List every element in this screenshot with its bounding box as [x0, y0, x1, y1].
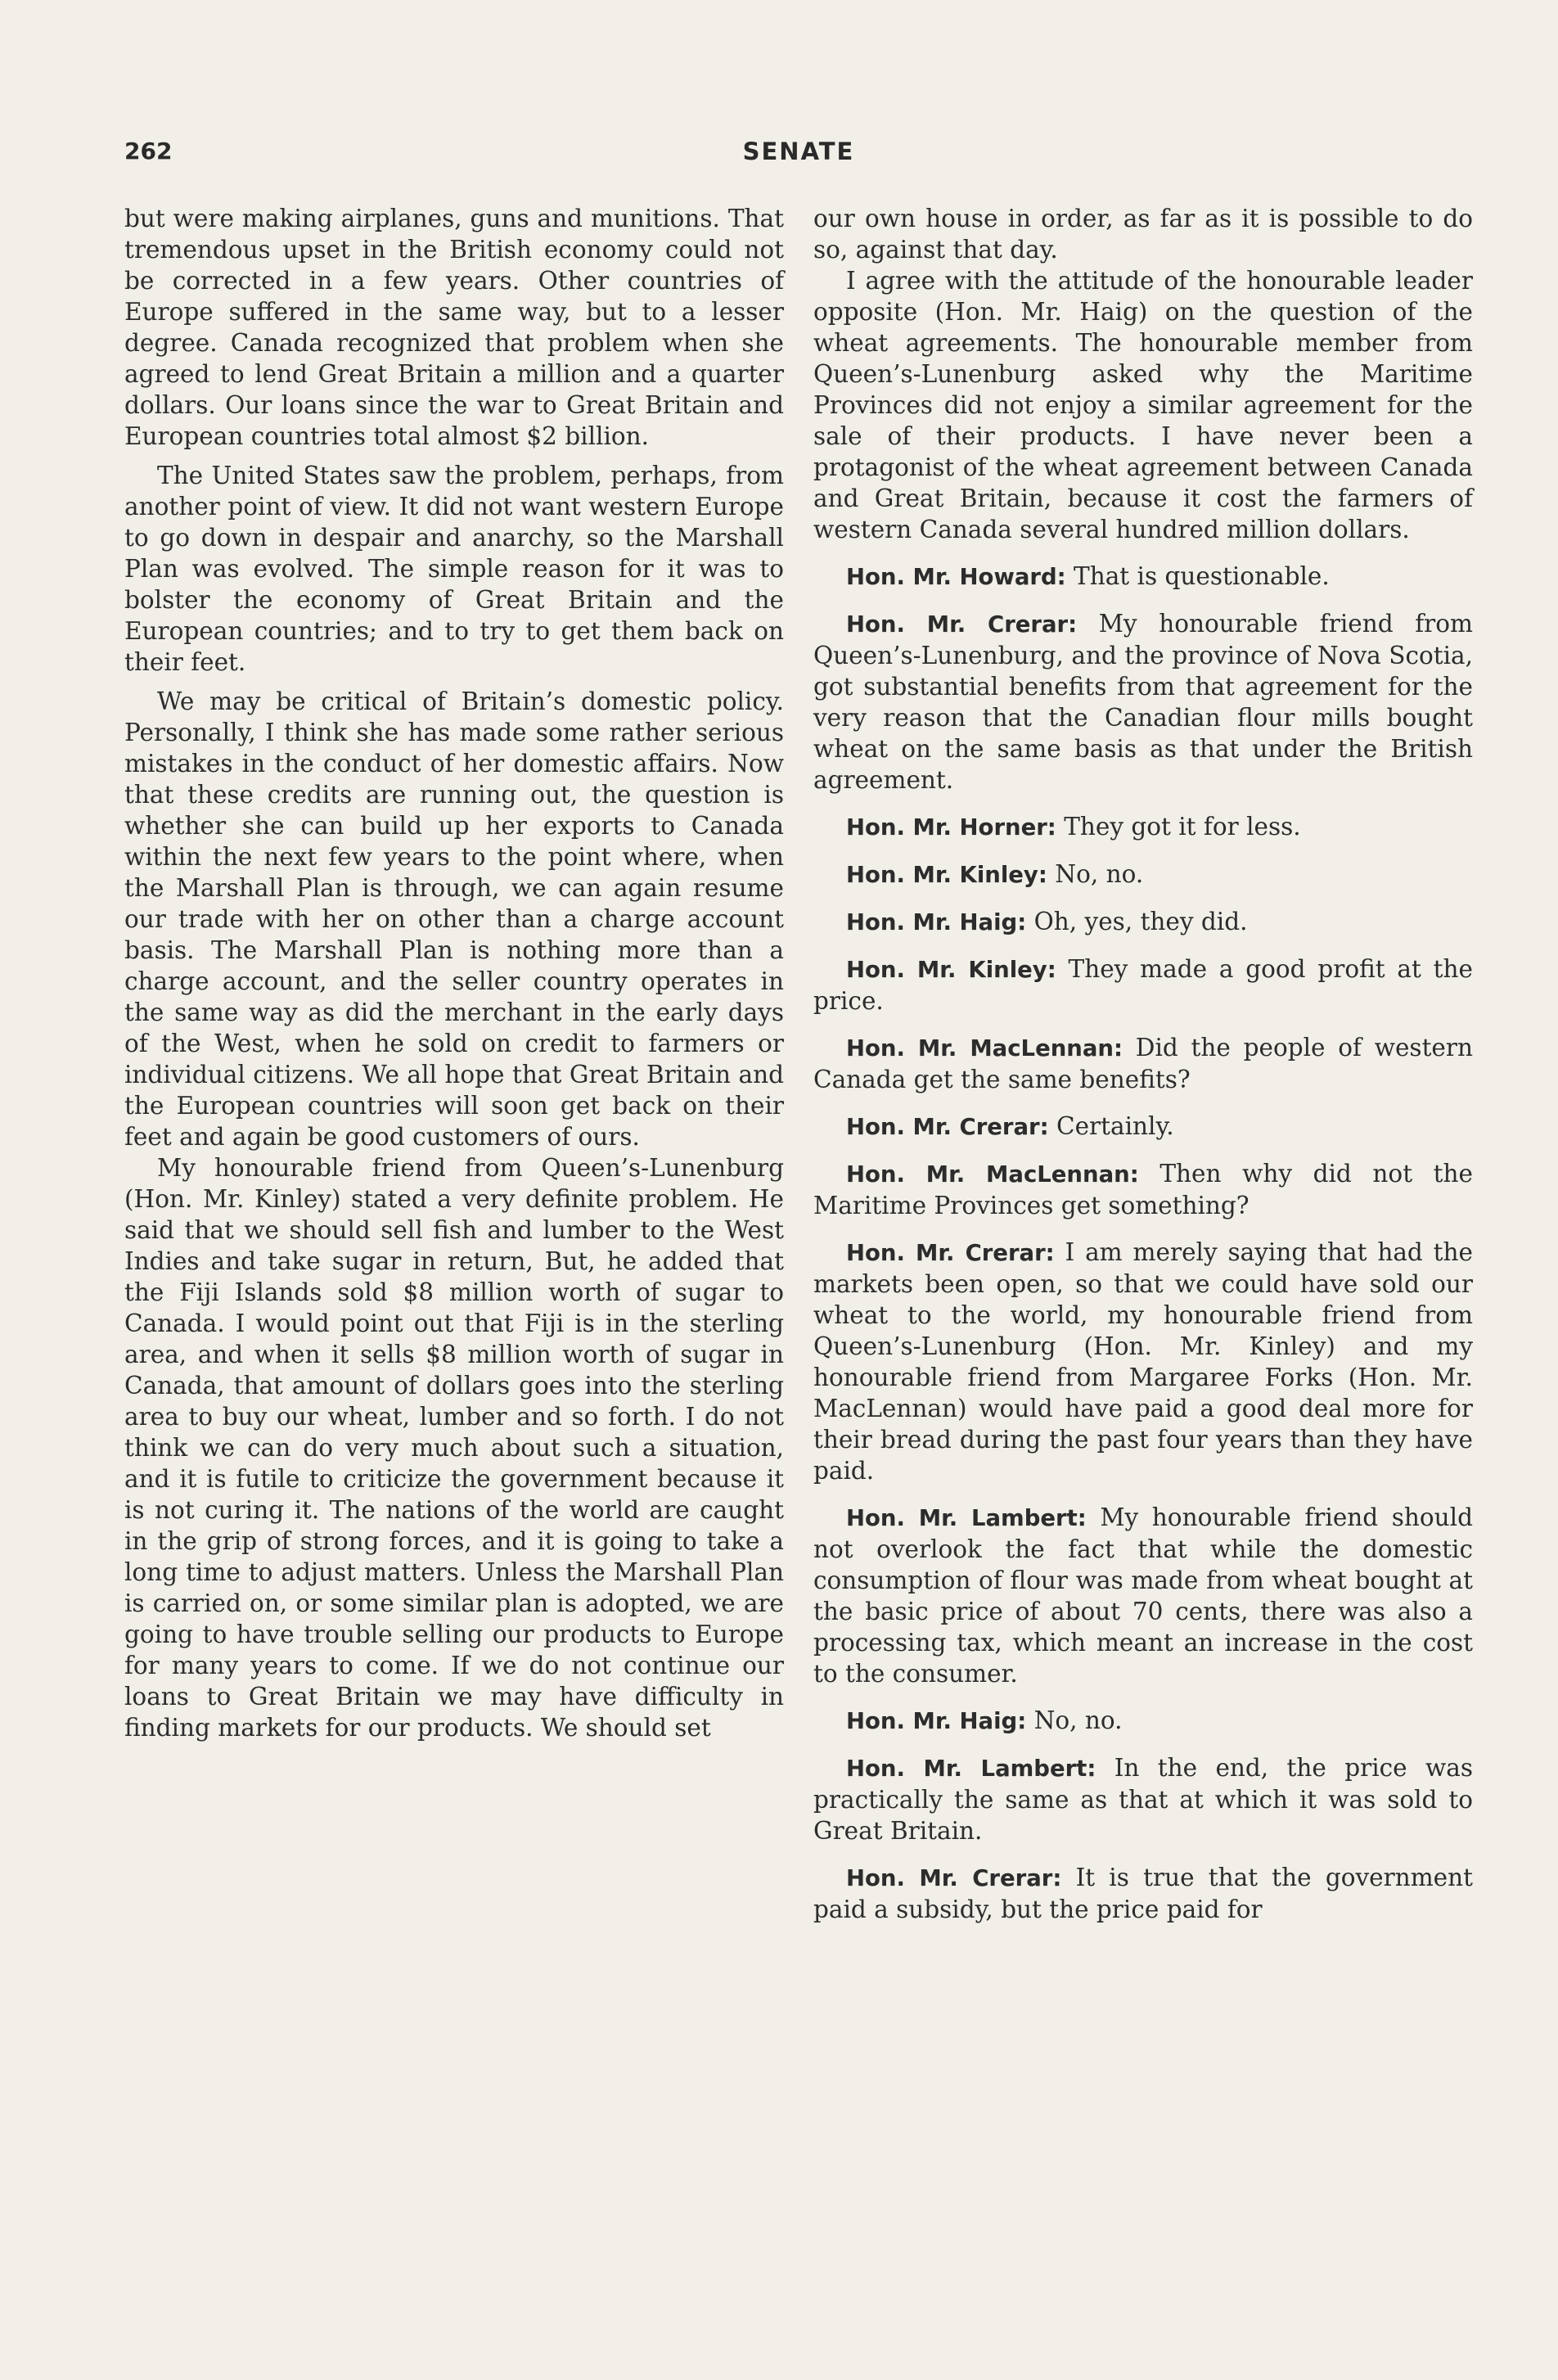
speech-kinley: [813, 859, 1473, 890]
speech-horner: [813, 811, 1473, 843]
speaker-name: Hon. Mr. Crerar:: [846, 1114, 1049, 1140]
speech-text: They got it for less.: [1064, 813, 1301, 841]
paragraph: We may be critical of Britain’s domestic policy. Personally, I think she has made some rather serious mistakes in the conduct of her domestic affairs. Now that these credits are running out, the question is whether she can build up her exports to Canada within the next few years to the point where, when the Marshall Plan is through, we can again resume our trade with her on other than a charge account basis. The Marshall Plan is nothing more than a charge account, and the seller country operates in the same way as did the merchant in the early days of the West, when he sold on credit to farmers or individual citizens. We all hope that Great Britain and the European countries will soon get back on their feet and again be good customers of ours.: [124, 687, 784, 1151]
speaker-name: Hon. Mr. Lambert:: [846, 1756, 1096, 1782]
right-column: [813, 203, 1473, 1941]
page-header: [124, 137, 1473, 174]
speech-maclennan: [813, 1032, 1473, 1095]
speech-text: Oh, yes, they did.: [1033, 908, 1248, 935]
speech-crerar: [813, 1862, 1473, 1925]
speech-text: They made a good profit at the price.: [813, 955, 1473, 1015]
speech-text: My honourable friend should not overlook the fact that while the domestic consumption of flour was made from wheat bought at the basic price of about 70 cents, there was also a processing tax, which meant an increase in the cost to the consumer.: [813, 1503, 1473, 1688]
speaker-name: Hon. Mr. Horner:: [846, 814, 1056, 841]
speech-text: Then why did not the Maritime Provinces get something?: [813, 1160, 1473, 1219]
speech-text: Certainly.: [1056, 1112, 1174, 1140]
speech-text: I am merely saying that had the markets been open, so that we could have sold our wheat to the world, my honourable friend from Queen’s-Lunenburg (Hon. Mr. Kinley) and my honourable friend from Margaree Forks (Hon. Mr. MacLennan) would have paid a good deal more for their bread during the past four years than they have paid.: [813, 1238, 1473, 1485]
running-head-title: SENATE: [742, 137, 855, 165]
paragraph: but were making airplanes, guns and munitions. That tremendous upset in the British economy could not be corrected in a few years. Other countries of Europe suffered in the same way, but to a lesser degree. Canada recognized that problem when she agreed to lend Great Britain a million and a quarter dollars. Our loans since the war to Great Britain and European countries total almost $2 billion.: [124, 205, 784, 450]
speech-text: Did the people of western Canada get the same benefits?: [813, 1034, 1473, 1093]
left-column: [124, 203, 784, 1743]
paragraph: I agree with the attitude of the honourable leader opposite (Hon. Mr. Haig) on the question of the wheat agreements. The honourable member from Queen’s-Lunenburg asked why the Maritime Provinces did not enjoy a similar agreement for the sale of their products. I have never been a protagonist of the wheat agreement between Canada and Great Britain, because it cost the farmers of western Canada several hundred million dollars.: [813, 267, 1473, 543]
speech-crerar: [813, 1111, 1473, 1143]
speech-haig: [813, 1705, 1473, 1737]
speech-text: That is questionable.: [1074, 562, 1330, 590]
speaker-name: Hon. Mr. Haig:: [846, 1708, 1027, 1734]
speaker-name: Hon. Mr. Haig:: [846, 909, 1027, 935]
speaker-name: Hon. Mr. Howard:: [846, 564, 1066, 590]
speaker-name: Hon. Mr. MacLennan:: [846, 1035, 1123, 1062]
speaker-name: Hon. Mr. Crerar:: [846, 1865, 1062, 1891]
speech-text: It is true that the government paid a subsidy, but the price paid for: [813, 1864, 1473, 1923]
speech-crerar: [813, 1237, 1473, 1486]
speech-maclennan: [813, 1158, 1473, 1221]
speaker-name: Hon. Mr. MacLennan:: [846, 1161, 1139, 1188]
page-number: 262: [124, 137, 173, 165]
speaker-name: Hon. Mr. Kinley:: [846, 862, 1047, 888]
speech-text: In the end, the price was practically the same as that at which it was sold to Great Britain.: [813, 1754, 1473, 1845]
speech-text: No, no.: [1033, 1706, 1123, 1734]
paragraph: My honourable friend from Queen’s-Lunenburg (Hon. Mr. Kinley) stated a very definite problem. He said that we should sell fish and lumber to the West Indies and take sugar in return, But, he added that the Fiji Islands sold $8 million worth of sugar to Canada. I would point out that Fiji is in the sterling area, and when it sells $8 million worth of sugar in Canada, that amount of dollars goes into the sterling area to buy our wheat, lumber and so forth. I do not think we can do very much about such a situation, and it is futile to criticize the government because it is not curing it. The nations of the world are caught in the grip of strong forces, and it is going to take a long time to adjust matters. Unless the Marshall Plan is carried on, or some similar plan is adopted, we are going to have trouble selling our products to Europe for many years to come. If we do not continue our loans to Great Britain we may have difficulty in finding markets for our products. We should set: [124, 1154, 784, 1742]
speaker-name: Hon. Mr. Crerar:: [846, 611, 1078, 638]
speaker-name: Hon. Mr. Kinley:: [846, 957, 1056, 983]
speech-lambert: [813, 1502, 1473, 1689]
speech-lambert: [813, 1752, 1473, 1846]
paragraph: The United States saw the problem, perhaps, from another point of view. It did not want western Europe to go down in despair and anarchy, so the Marshall Plan was evolved. The simple reason for it was to bolster the economy of Great Britain and the European countries; and to try to get them back on their feet.: [124, 462, 784, 676]
speech-haig: [813, 906, 1473, 938]
speech-text: My honourable friend from Queen’s-Lunenburg, and the province of Nova Scotia, got substantial benefits from that agreement for the very reason that the Canadian flour mills bought wheat on the same basis as that under the British agreement.: [813, 610, 1473, 794]
speech-crerar: [813, 608, 1473, 796]
speech-howard: [813, 561, 1473, 593]
speech-text: No, no.: [1055, 860, 1144, 888]
speech-kinley: [813, 953, 1473, 1016]
speaker-name: Hon. Mr. Lambert:: [846, 1505, 1087, 1531]
paragraph: our own house in order, as far as it is possible to do so, against that day.: [813, 205, 1473, 264]
speaker-name: Hon. Mr. Crerar:: [846, 1240, 1055, 1266]
